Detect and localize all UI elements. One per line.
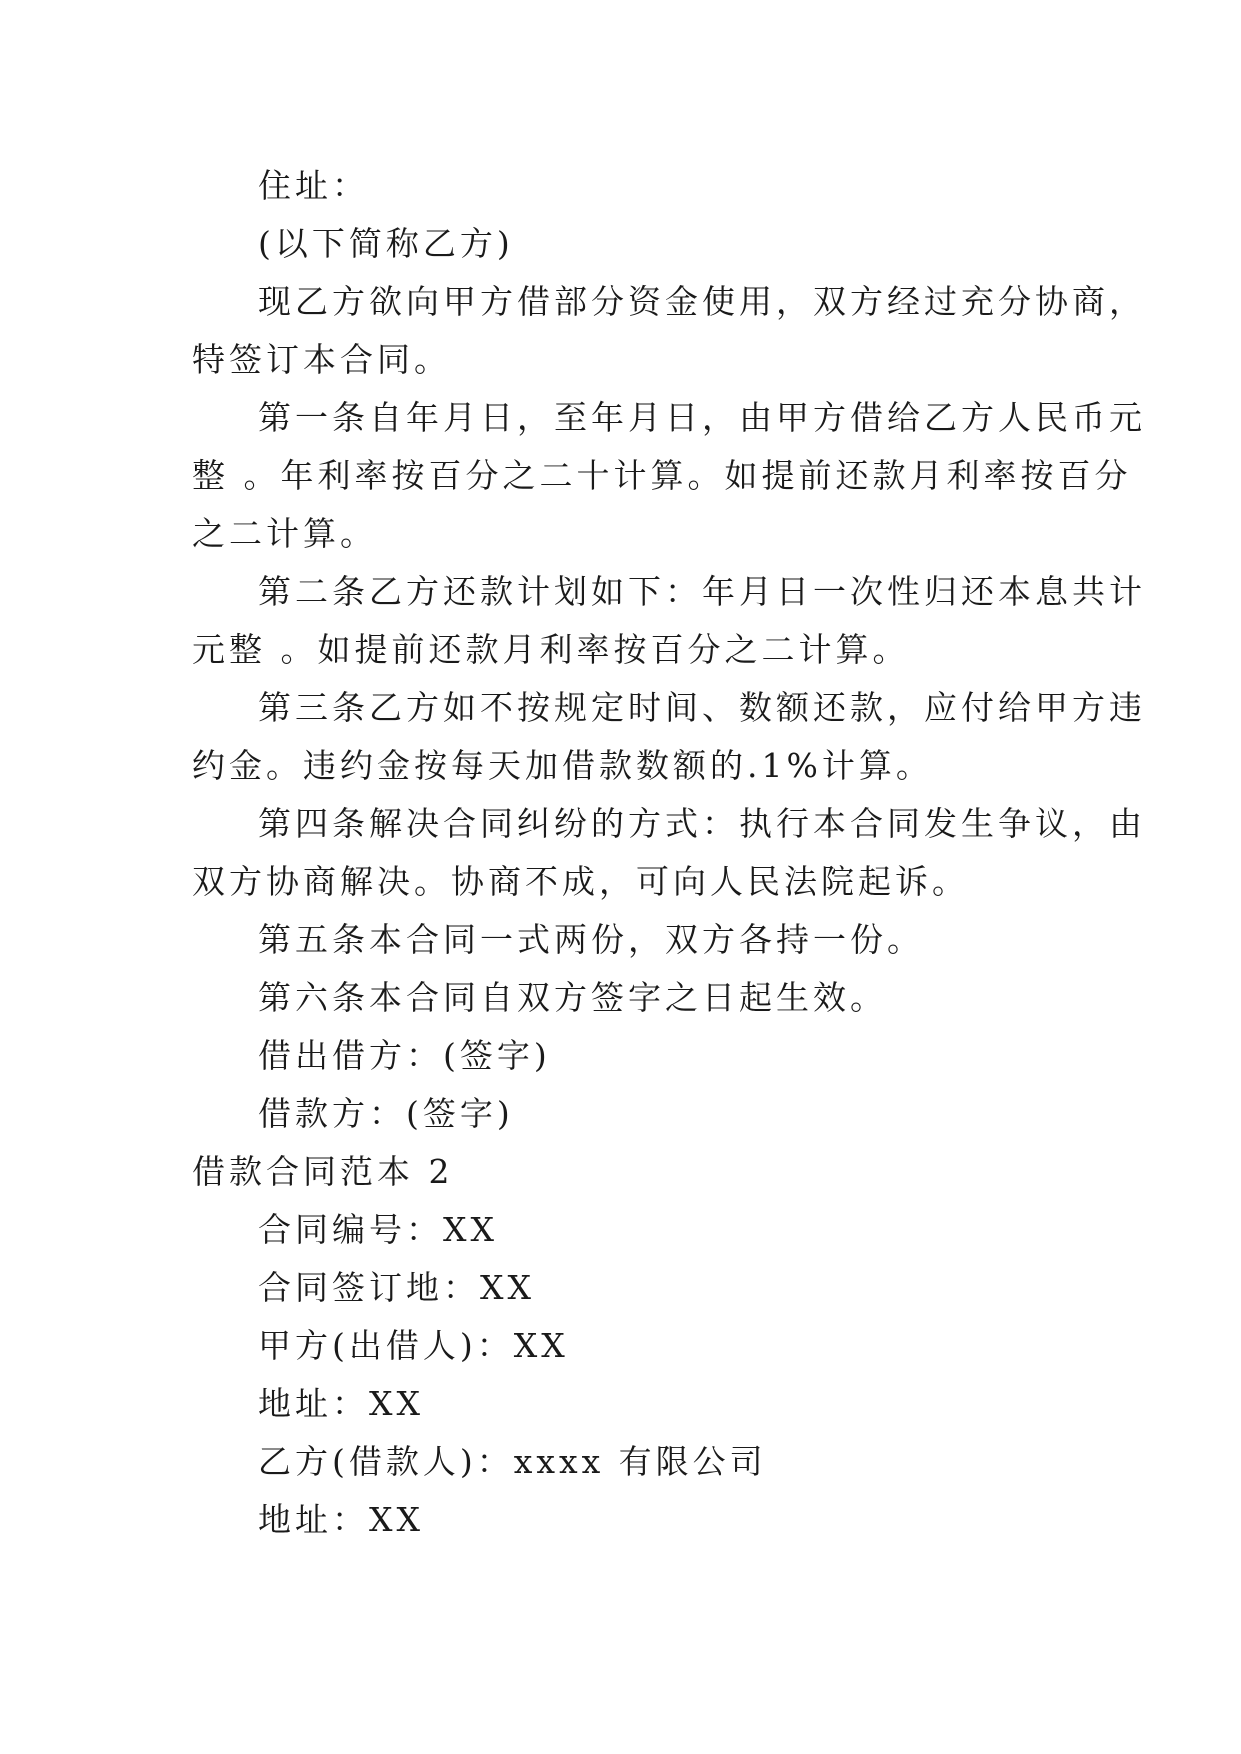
text-line: 第六条本合同自双方签字之日起生效。 bbox=[258, 978, 887, 1017]
text-line: 双方协商解决。协商不成，可向人民法院起诉。 bbox=[192, 862, 969, 901]
text-line: 现乙方欲向甲方借部分资金使用，双方经过充分协商， bbox=[258, 282, 1146, 321]
text-line: 借款方：(签字) bbox=[258, 1094, 514, 1133]
text-line: 合同签订地：XX bbox=[258, 1268, 535, 1307]
text-line: 地址：XX bbox=[258, 1384, 424, 1423]
text-line: 合同编号：XX bbox=[258, 1210, 498, 1249]
text-line: 特签订本合同。 bbox=[192, 340, 451, 379]
text-line: 约金。违约金按每天加借款数额的.1%计算。 bbox=[192, 746, 933, 785]
text-line: 第二条乙方还款计划如下：年月日一次性归还本息共计 bbox=[258, 572, 1146, 611]
section-heading: 借款合同范本 2 bbox=[192, 1152, 454, 1191]
text-line: 整 。年利率按百分之二十计算。如提前还款月利率按百分 bbox=[192, 456, 1132, 495]
text-line: 第五条本合同一式两份，双方各持一份。 bbox=[258, 920, 924, 959]
text-line: 地址：XX bbox=[258, 1500, 424, 1539]
text-line: 借出借方：(签字) bbox=[258, 1036, 551, 1075]
text-line: 元整 。如提前还款月利率按百分之二计算。 bbox=[192, 630, 910, 669]
text-line: 第四条解决合同纠纷的方式：执行本合同发生争议，由 bbox=[258, 804, 1146, 843]
text-line: 住址： bbox=[258, 166, 369, 205]
text-line: 之二计算。 bbox=[192, 514, 377, 553]
text-line: 第三条乙方如不按规定时间、数额还款，应付给甲方违 bbox=[258, 688, 1146, 727]
text-line: 乙方(借款人)：xxxx 有限公司 bbox=[258, 1442, 767, 1481]
text-line: (以下简称乙方) bbox=[258, 224, 514, 263]
text-line: 第一条自年月日，至年月日，由甲方借给乙方人民币元 bbox=[258, 398, 1146, 437]
text-line: 甲方(出借人)：XX bbox=[258, 1326, 569, 1365]
